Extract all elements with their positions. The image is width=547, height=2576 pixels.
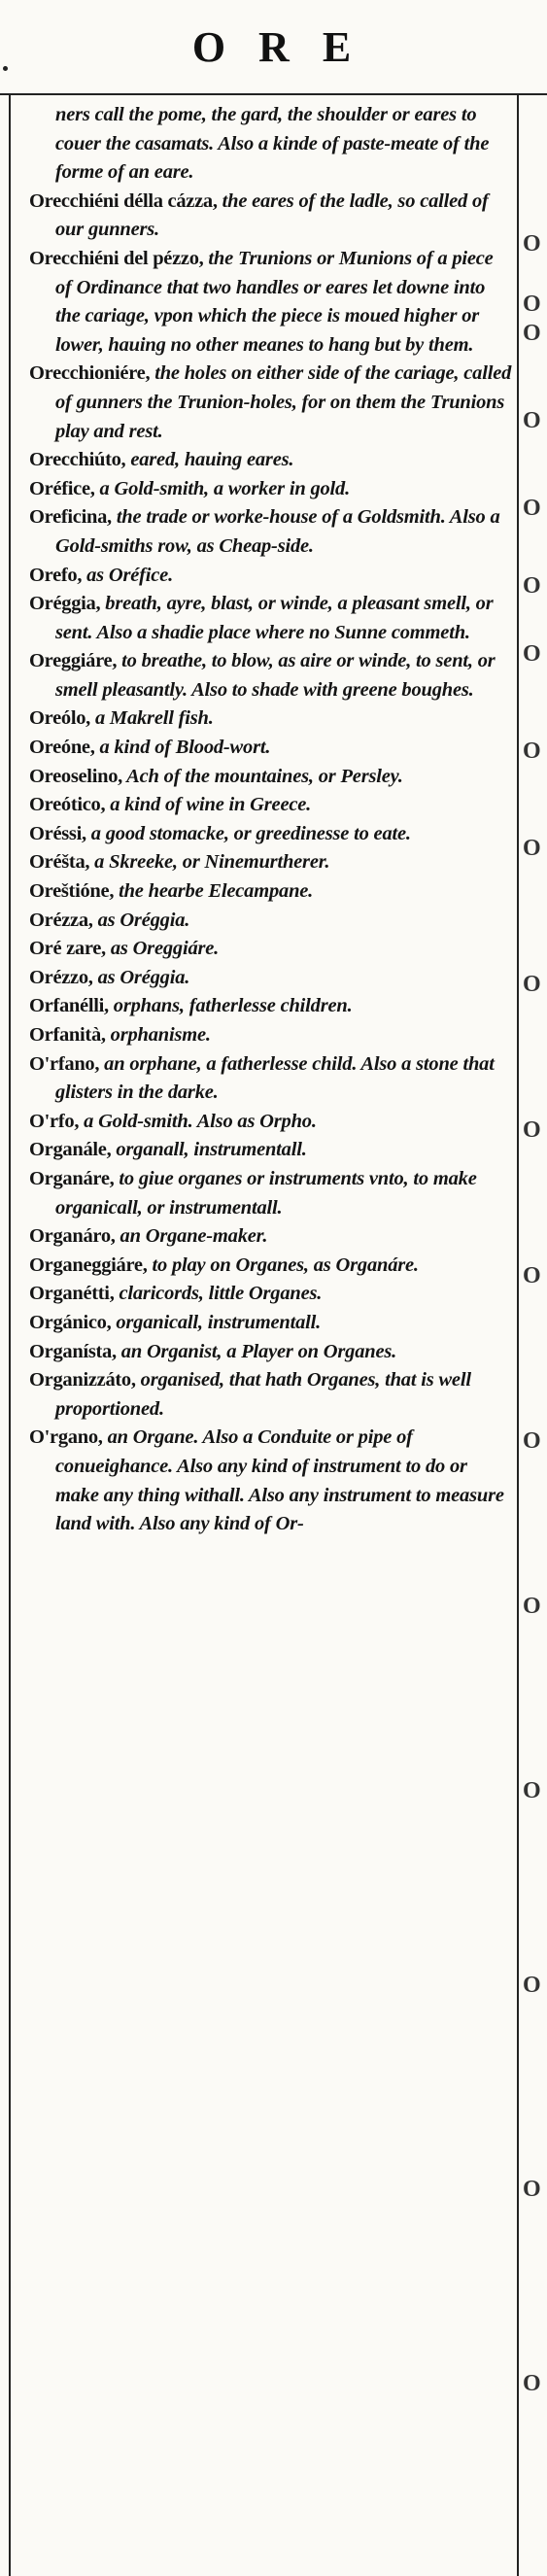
right-column-rule	[517, 95, 519, 2576]
entry-definition: ners call the pome, the gard, the shoulder or eares to couer the casamats. Also a kinde of paste-meate of the forme of an eare.	[55, 104, 490, 184]
entry-headword: O'rfo,	[29, 1110, 80, 1132]
entry-headword: Orefo,	[29, 564, 83, 586]
dictionary-entry	[29, 446, 513, 475]
entry-definition: a kind of Blood-wort.	[99, 737, 271, 759]
dictionary-entry	[29, 188, 513, 245]
entry-definition: Ach of the mountaines, or Persley.	[126, 765, 403, 787]
entry-definition: organall, instrumentall.	[116, 1139, 307, 1161]
dictionary-entry	[29, 877, 513, 907]
adjacent-column-fragment: O	[523, 1973, 541, 1998]
adjacent-column-fragment: O	[523, 321, 541, 346]
adjacent-column-fragment: O	[523, 231, 541, 257]
entry-headword: O'rgano,	[29, 1426, 103, 1449]
entry-headword: Oréfice,	[29, 477, 95, 499]
dictionary-entry	[29, 1280, 513, 1309]
header-rule	[0, 93, 547, 95]
dictionary-entry	[29, 562, 513, 591]
entry-headword: Oréggia,	[29, 593, 101, 615]
entry-headword: Organále,	[29, 1139, 112, 1161]
dictionary-entry	[29, 475, 513, 504]
dictionary-entry	[29, 704, 513, 734]
dictionary-entry	[29, 360, 513, 446]
dictionary-entry	[29, 1338, 513, 1367]
entry-headword: Orecchiúto,	[29, 449, 126, 471]
entry-headword: Oreggiáre,	[29, 650, 118, 672]
entry-headword: Orecchiéni délla cázza,	[29, 189, 218, 212]
entry-headword: Oreótico,	[29, 794, 106, 816]
entry-definition: a Gold-smith. Also as Orpho.	[84, 1110, 317, 1132]
entry-definition: breath, ayre, blast, or winde, a pleasant smell, or sent. Also a shadie place where no Sunne commeth.	[55, 593, 494, 643]
entry-definition: claricords, little Organes.	[119, 1283, 323, 1305]
entry-headword: Organáro,	[29, 1225, 116, 1248]
dictionary-entry	[29, 992, 513, 1021]
adjacent-column-fragment: O	[523, 738, 541, 764]
entry-definition: eared, hauing eares.	[130, 449, 294, 471]
adjacent-column-fragment: O	[523, 1263, 541, 1288]
entry-headword: Orézza,	[29, 909, 93, 931]
entry-headword: O'rfano,	[29, 1052, 100, 1075]
entry-definition: the trade or worke-house of a Goldsmith. Also a Gold-smiths row, as Cheap-side.	[55, 506, 500, 557]
entry-headword: Organáre,	[29, 1167, 115, 1189]
dictionary-entry	[29, 907, 513, 936]
entry-headword: Orfanità,	[29, 1024, 106, 1046]
adjacent-column-fragment: O	[523, 1594, 541, 1619]
entry-definition: the eares of the ladle, so called of our gunners.	[55, 189, 489, 241]
dictionary-entry	[29, 1252, 513, 1281]
entry-definition: organised, that hath Organes, that is well proportioned.	[55, 1369, 471, 1420]
dictionary-entry	[29, 101, 513, 188]
corner-mark	[3, 66, 8, 71]
entry-headword: Orecchiéni del pézzo,	[29, 247, 204, 269]
dictionary-entry	[29, 1366, 513, 1424]
dictionary-entry	[29, 964, 513, 993]
adjacent-column-fragment: O	[523, 2177, 541, 2202]
entry-headword: Oreóne,	[29, 737, 95, 759]
entry-headword: Organeggiáre,	[29, 1254, 148, 1276]
entry-definition: organicall, instrumentall.	[116, 1311, 322, 1333]
dictionary-entry	[29, 791, 513, 820]
dictionary-entry	[29, 1136, 513, 1165]
entry-definition: a Gold-smith, a worker in gold.	[99, 477, 351, 499]
left-column-rule	[9, 95, 11, 2576]
dictionary-column	[29, 101, 513, 2569]
entry-definition: the Trunions or Munions of a piece of Ordinance that two handles or eares let downe into the cariage, vpon which the piece is moued higher or lower, hauing no other meanes to hang but by them.	[55, 247, 494, 356]
entry-definition: the holes on either side of the cariage, called of gunners the Trunion-holes, for on them the Trunions play and rest.	[55, 362, 512, 442]
dictionary-entry	[29, 1165, 513, 1222]
entry-definition: orphanisme.	[110, 1024, 211, 1046]
entry-definition: orphans, fatherlesse children.	[113, 995, 353, 1017]
adjacent-column-fragment: O	[523, 1117, 541, 1143]
entry-definition: to breathe, to blow, as aire or winde, to sent, or smell pleasantly. Also to shade with greene boughes.	[55, 650, 496, 701]
dictionary-entry	[29, 1021, 513, 1050]
entry-definition: an Organe-maker.	[120, 1225, 268, 1248]
entry-headword: Oreficina,	[29, 506, 112, 529]
dictionary-entry	[29, 503, 513, 561]
page-header-title: ORE	[191, 22, 385, 71]
entry-definition: an Organe. Also a Conduite or pipe of conueighance. Also any kind of instrument to do or make any thing withall. Also any instrument to measure land with. Also any kind of Or-	[55, 1426, 504, 1535]
entry-definition: a good stomacke, or greedinesse to eate.	[90, 822, 411, 844]
entry-headword: Oreoselino,	[29, 765, 122, 787]
entry-definition: an orphane, a fatherlesse child. Also a stone that glisters in the darke.	[55, 1052, 495, 1104]
entry-headword: Organétti,	[29, 1283, 115, 1305]
adjacent-column-fragment: O	[523, 972, 541, 997]
adjacent-column-fragment: O	[523, 1428, 541, 1454]
dictionary-entry	[29, 935, 513, 964]
dictionary-entry	[29, 820, 513, 849]
adjacent-column-fragment: O	[523, 1778, 541, 1803]
running-header	[0, 0, 547, 93]
adjacent-column-fragment: O	[523, 292, 541, 317]
dictionary-entry	[29, 763, 513, 792]
adjacent-column-fragment: O	[523, 641, 541, 667]
dictionary-entry	[29, 245, 513, 360]
dictionary-entry	[29, 848, 513, 877]
entry-headword: Oréssi,	[29, 822, 86, 844]
entry-headword: Orgánico,	[29, 1311, 112, 1333]
entry-headword: Orfanélli,	[29, 995, 109, 1017]
adjacent-column-fragment: O	[523, 573, 541, 599]
entry-headword: Oreólo,	[29, 707, 90, 730]
dictionary-entry	[29, 1108, 513, 1137]
entry-definition: a Skreeke, or Ninemurtherer.	[94, 851, 330, 874]
entry-definition: as Oréggia.	[97, 966, 190, 988]
entry-definition: as Oréggia.	[97, 909, 190, 931]
entry-headword: Oré zare,	[29, 938, 106, 960]
adjacent-column-fragment: O	[523, 2371, 541, 2396]
dictionary-entry	[29, 590, 513, 647]
adjacent-column-fragment: O	[523, 496, 541, 521]
entry-headword: Oreštióne,	[29, 880, 115, 903]
entry-definition: as Oreggiáre.	[110, 938, 220, 960]
entry-definition: as Oréfice.	[86, 564, 174, 586]
dictionary-entry	[29, 1222, 513, 1252]
entry-definition: to play on Organes, as Organáre.	[152, 1254, 419, 1276]
dictionary-entry	[29, 647, 513, 704]
entry-definition: the hearbe Elecampane.	[119, 880, 314, 903]
dictionary-entry	[29, 1424, 513, 1538]
entry-headword: Oréšta,	[29, 851, 90, 874]
entry-definition: a Makrell fish.	[94, 707, 214, 730]
entry-definition: to giue organes or instruments vnto, to make organicall, or instrumentall.	[55, 1167, 477, 1219]
dictionary-entry	[29, 734, 513, 763]
dictionary-entry	[29, 1309, 513, 1338]
entry-headword: Orézzo,	[29, 966, 93, 988]
dictionary-entry	[29, 1050, 513, 1108]
entry-headword: Orecchioniére,	[29, 362, 151, 385]
adjacent-column-fragment: O	[523, 836, 541, 861]
entry-headword: Organizzáto,	[29, 1369, 136, 1391]
entry-definition: a kind of wine in Greece.	[110, 794, 312, 816]
entry-headword: Organísta,	[29, 1340, 117, 1362]
entry-definition: an Organist, a Player on Organes.	[120, 1340, 397, 1362]
adjacent-column-fragment: O	[523, 408, 541, 433]
